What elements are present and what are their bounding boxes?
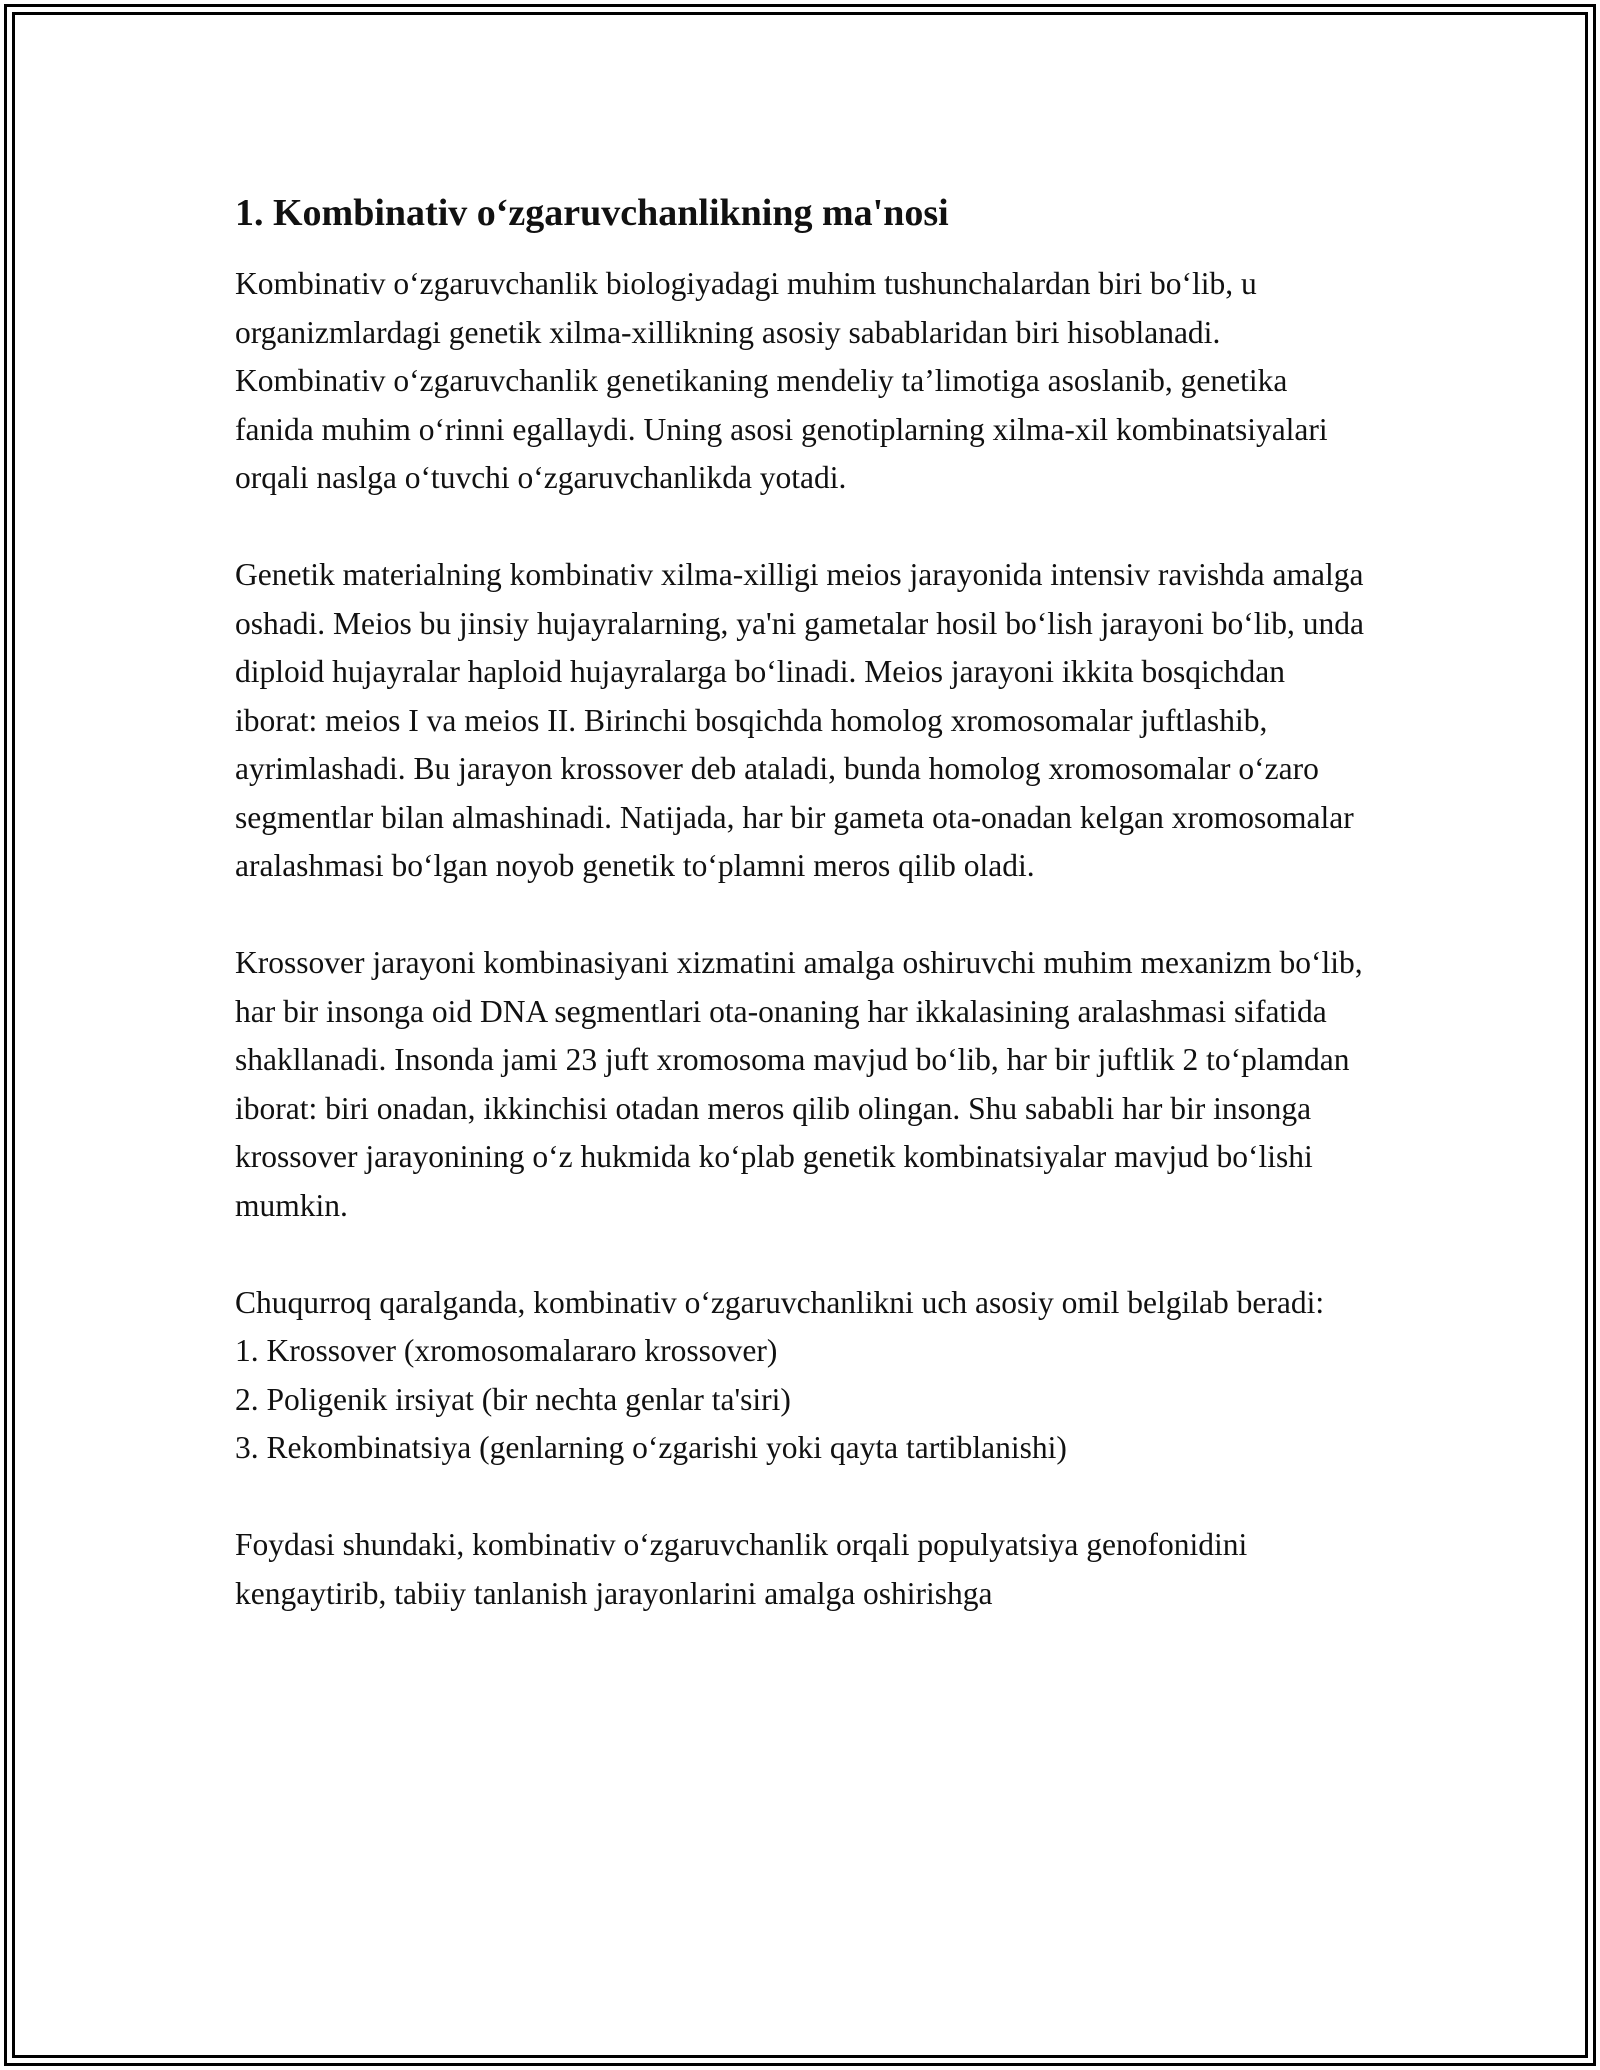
paragraph-2: Genetik materialning kombinativ xilma-xilligi meios jarayonida intensiv ravishda amalga oshadi. Meios bu jinsiy hujayralarning, ya'ni gametalar hosil bo‘lish jarayoni bo‘lib, unda diploid hujayralar haploid hujayralarga bo‘linadi. Meios jarayoni ikkita bosqichdan iborat: meios I va meios II. Birinchi bosqichda homolog xromosomalar juftlashib, ayrimlashadi. Bu jarayon krossover deb ataladi, bunda homolog xromosomalar o‘zaro segmentlar bilan almashinadi. Natijada, har bir gameta ota-onadan kelgan xromosomalar aralashmasi bo‘lgan noyob genetik to‘plamni meros qilib oladi. [235,557,1364,883]
final-paragraph: Foydasi shundaki, kombinativ o‘zgaruvchanlik orqali populyatsiya genofonidini kengaytirib, tabiiy tanlanish jarayonlarini amalga oshirishga [235,1527,1248,1611]
factor-list [235,1327,1365,1473]
section-heading: 1. Kombinativ o‘zgaruvchanlikning ma'nosi [235,192,949,234]
paragraph-1: Kombinativ o‘zgaruvchanlik biologiyadagi muhim tushunchalardan biri bo‘lib, u organizmlardagi genetik xilma-xillikning asosiy sabablaridan biri hisoblanadi. Kombinativ o‘zgaruvchanlik genetikaning mendeliy ta’limotiga asoslanib, genetika fanida muhim o‘rinni egallaydi. Uning asosi genotiplarning xilma-xil kombinatsiyalari orqali naslga o‘tuvchi o‘zgaruvchanlikda yotadi. [235,266,1328,495]
document-body [235,188,1365,1667]
list-item: 3. Rekombinatsiya (genlarning o‘zgarishi yoki qayta tartiblanishi) [235,1430,1067,1465]
paragraph-3: Krossover jarayoni kombinasiyani xizmatini amalga oshiruvchi muhim mexanizm bo‘lib, har bir insonga oid DNA segmentlari ota-onaning har ikkalasining aralashmasi sifatida shakllanadi. Insonda jami 23 juft xromosoma mavjud bo‘lib, har bir juftlik 2 to‘plamdan iborat: biri onadan, ikkinchisi otadan meros qilib olingan. Shu sababli har bir insonga krossover jarayonining o‘z hukmida ko‘plab genetik kombinatsiyalar mavjud bo‘lishi mumkin. [235,945,1363,1223]
list-intro: Chuqurroq qaralganda, kombinativ o‘zgaruvchanlikni uch asosiy omil belgilab beradi: [235,1284,1325,1320]
list-item: 2. Poligenik irsiyat (bir nechta genlar ta'siri) [235,1381,791,1417]
list-item: 1. Krossover (xromosomalararo krossover) [235,1333,778,1368]
